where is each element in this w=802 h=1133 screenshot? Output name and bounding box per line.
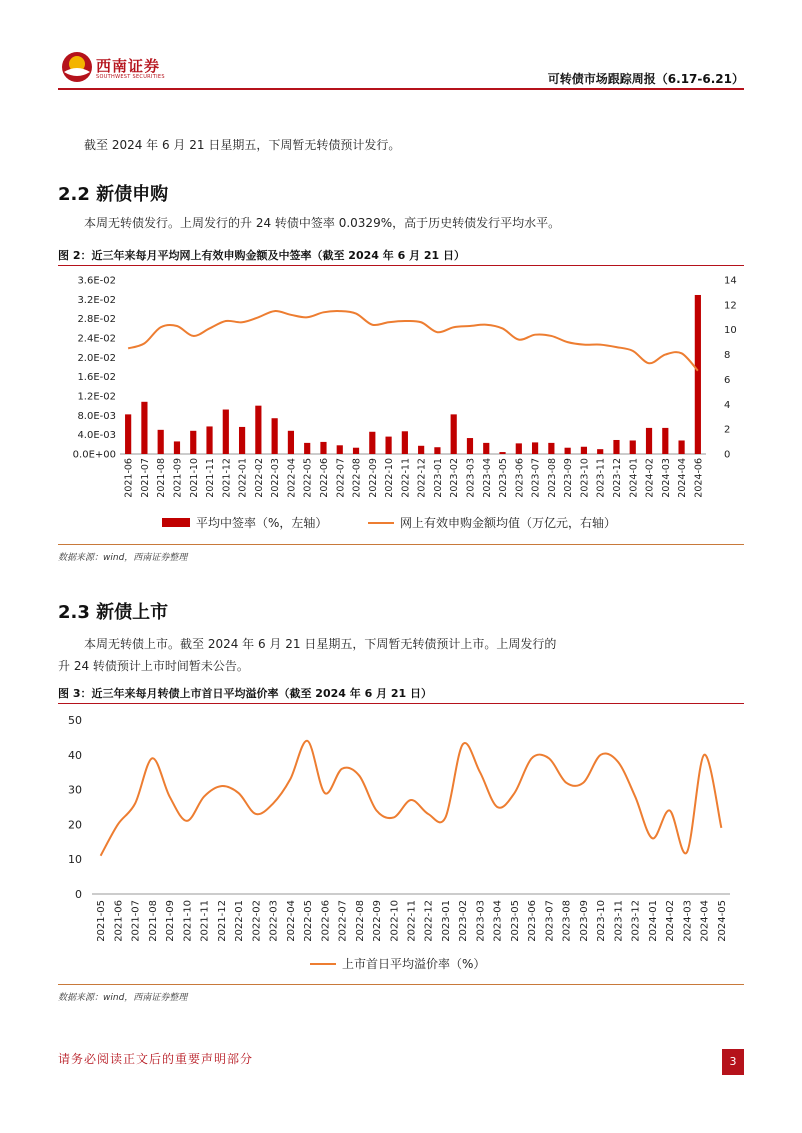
x-axis-tick-label: 2023-11 bbox=[595, 458, 607, 498]
y-axis-tick-label: 10 bbox=[68, 853, 82, 867]
section-23-paragraph bbox=[58, 633, 556, 677]
bar-win-rate bbox=[288, 431, 294, 454]
bar-win-rate bbox=[516, 443, 522, 454]
x-axis-tick-label: 2023-09 bbox=[563, 458, 575, 498]
x-axis-tick-label: 2022-02 bbox=[253, 458, 265, 498]
x-axis-tick-label: 2021-11 bbox=[199, 900, 211, 942]
x-axis-tick-label: 2022-08 bbox=[351, 458, 363, 498]
x-axis-tick-label: 2024-06 bbox=[693, 458, 705, 498]
section-22-paragraph bbox=[58, 212, 560, 234]
x-axis-tick-label: 2024-03 bbox=[682, 900, 694, 942]
bar-win-rate bbox=[499, 452, 505, 454]
bar-win-rate bbox=[678, 440, 684, 454]
bar-win-rate bbox=[434, 447, 440, 454]
bar-win-rate bbox=[532, 442, 538, 454]
bar-win-rate bbox=[646, 428, 652, 454]
left-axis-tick-label: 2.4E-02 bbox=[77, 333, 116, 345]
x-axis-tick-label: 2022-04 bbox=[285, 900, 297, 942]
x-axis-tick-label: 2021-06 bbox=[113, 900, 125, 942]
left-axis-tick-label: 1.2E-02 bbox=[77, 391, 116, 403]
x-axis-tick-label: 2021-09 bbox=[172, 458, 184, 498]
logo-name: 西南证券 bbox=[96, 57, 161, 75]
x-axis-tick-label: 2023-01 bbox=[440, 900, 452, 942]
figure-2-title: 图 2：近三年来每月平均网上有效申购金额及中签率（截至 2024 年 6 月 21 日） bbox=[58, 249, 466, 262]
x-axis-tick-label: 2023-06 bbox=[527, 900, 539, 942]
x-axis-tick-label: 2023-04 bbox=[481, 458, 493, 498]
bar-win-rate bbox=[597, 449, 603, 454]
x-axis-tick-label: 2023-08 bbox=[546, 457, 558, 498]
x-axis-tick-label: 2022-10 bbox=[389, 900, 401, 942]
y-axis-tick-label: 40 bbox=[68, 748, 82, 762]
x-axis-tick-label: 2023-11 bbox=[613, 900, 625, 942]
bar-win-rate bbox=[223, 410, 229, 454]
legend-line-label: 网上有效申购金额均值（万亿元，右轴） bbox=[400, 516, 617, 530]
left-axis-tick-label: 8.0E-03 bbox=[77, 410, 116, 422]
x-axis-tick-label: 2024-02 bbox=[644, 458, 656, 498]
header-divider bbox=[58, 88, 744, 90]
x-axis-tick-label: 2022-11 bbox=[406, 900, 418, 942]
x-axis-tick-label: 2021-08 bbox=[156, 458, 168, 498]
x-axis-tick-label: 2022-12 bbox=[416, 458, 428, 498]
right-axis-tick-label: 0 bbox=[724, 449, 731, 461]
bar-win-rate bbox=[483, 443, 489, 454]
bar-win-rate bbox=[451, 414, 457, 454]
bar-win-rate bbox=[467, 438, 473, 454]
figure-3-chart bbox=[58, 706, 744, 982]
bar-win-rate bbox=[630, 440, 636, 454]
x-axis-tick-label: 2023-09 bbox=[578, 900, 590, 942]
left-axis-tick-label: 3.6E-02 bbox=[77, 275, 116, 287]
x-axis-tick-label: 2024-01 bbox=[628, 458, 640, 498]
x-axis-tick-label: 2021-11 bbox=[205, 458, 217, 498]
intro-paragraph bbox=[58, 134, 400, 156]
section-heading-new-bond-subscription: 2.2 新债申购 bbox=[58, 184, 169, 205]
right-axis-tick-label: 2 bbox=[724, 424, 731, 436]
report-title: 可转债市场跟踪周报（6.17-6.21） bbox=[547, 72, 744, 86]
section-23-text-line1: 本周无转债上市。截至 2024 年 6 月 21 日星期五，下周暂无转债预计上市。上周发行的 bbox=[84, 637, 557, 651]
bar-win-rate bbox=[320, 442, 326, 454]
left-axis-tick-label: 2.0E-02 bbox=[77, 352, 116, 364]
bar-win-rate bbox=[695, 295, 701, 454]
x-axis-tick-label: 2022-02 bbox=[251, 900, 263, 942]
bar-win-rate bbox=[239, 427, 245, 454]
figure-2-chart bbox=[58, 268, 744, 540]
left-axis-tick-label: 2.8E-02 bbox=[77, 314, 116, 326]
bar-win-rate bbox=[304, 443, 310, 454]
right-axis-tick-label: 10 bbox=[724, 325, 737, 337]
x-axis-tick-label: 2021-08 bbox=[147, 900, 159, 942]
x-axis-tick-label: 2023-01 bbox=[432, 458, 444, 498]
x-axis-tick-label: 2021-05 bbox=[96, 900, 108, 942]
x-axis-tick-label: 2023-02 bbox=[458, 900, 470, 942]
x-axis-tick-label: 2023-10 bbox=[579, 458, 591, 498]
y-axis-tick-label: 20 bbox=[68, 818, 82, 832]
x-axis-tick-label: 2022-09 bbox=[367, 458, 379, 498]
left-axis-tick-label: 4.0E-03 bbox=[77, 430, 116, 442]
x-axis-tick-label: 2024-04 bbox=[699, 900, 711, 942]
left-axis-tick-label: 0.0E+00 bbox=[72, 449, 116, 461]
x-axis-tick-label: 2023-07 bbox=[544, 900, 556, 942]
x-axis-tick-label: 2021-12 bbox=[216, 900, 228, 942]
x-axis-tick-label: 2023-12 bbox=[630, 900, 642, 942]
section-heading-new-bond-listing: 2.3 新债上市 bbox=[58, 602, 169, 623]
line-listing-premium bbox=[101, 741, 722, 856]
bar-win-rate bbox=[255, 406, 261, 454]
x-axis-tick-label: 2023-03 bbox=[465, 458, 477, 498]
right-axis-tick-label: 14 bbox=[724, 275, 737, 287]
figure-2-source: 数据来源：wind，西南证券整理 bbox=[58, 553, 188, 563]
x-axis-tick-label: 2022-03 bbox=[268, 900, 280, 942]
x-axis-tick-label: 2021-07 bbox=[139, 458, 151, 498]
x-axis-tick-label: 2024-01 bbox=[647, 900, 659, 942]
legend-bar-label: 平均中签率（%，左轴） bbox=[196, 516, 328, 530]
bar-win-rate bbox=[369, 432, 375, 454]
figure-3-bottom-rule bbox=[58, 984, 744, 985]
bar-win-rate bbox=[662, 428, 668, 454]
x-axis-tick-label: 2022-05 bbox=[302, 458, 314, 498]
figure-3-source: 数据来源：wind，西南证券整理 bbox=[58, 993, 188, 1003]
x-axis-tick-label: 2022-06 bbox=[318, 458, 330, 498]
right-axis-tick-label: 4 bbox=[724, 399, 731, 411]
x-axis-tick-label: 2024-02 bbox=[665, 900, 677, 942]
bar-win-rate bbox=[418, 446, 424, 454]
bar-win-rate bbox=[125, 414, 131, 454]
x-axis-tick-label: 2023-05 bbox=[509, 900, 521, 942]
left-axis-tick-label: 1.6E-02 bbox=[77, 372, 116, 384]
section-23-text-line2: 升 24 转债预计上市时间暂未公告。 bbox=[58, 659, 249, 673]
x-axis-tick-label: 2022-09 bbox=[372, 900, 384, 942]
bar-win-rate bbox=[158, 430, 164, 454]
x-axis-tick-label: 2023-12 bbox=[611, 458, 623, 498]
y-axis-tick-label: 30 bbox=[68, 783, 82, 797]
bar-win-rate bbox=[141, 402, 147, 454]
x-axis-tick-label: 2022-05 bbox=[303, 900, 315, 942]
legend-bar-swatch bbox=[162, 518, 190, 527]
x-axis-tick-label: 2021-09 bbox=[165, 900, 177, 942]
line-subscription-amount bbox=[128, 311, 698, 371]
x-axis-tick-label: 2022-10 bbox=[384, 458, 396, 498]
x-axis-tick-label: 2022-04 bbox=[286, 458, 298, 498]
intro-text: 截至 2024 年 6 月 21 日星期五，下周暂无转债预计发行。 bbox=[84, 138, 401, 152]
bar-win-rate bbox=[337, 445, 343, 454]
footer-disclaimer: 请务必阅读正文后的重要声明部分 bbox=[58, 1052, 254, 1066]
x-axis-tick-label: 2023-10 bbox=[596, 900, 608, 942]
x-axis-tick-label: 2021-10 bbox=[188, 458, 200, 498]
logo-subtext: SOUTHWEST SECURITIES bbox=[96, 74, 165, 80]
y-axis-tick-label: 50 bbox=[68, 714, 82, 727]
bar-win-rate bbox=[174, 441, 180, 454]
bar-win-rate bbox=[548, 443, 554, 454]
legend-line-label: 上市首日平均溢价率（%） bbox=[342, 957, 486, 971]
bar-win-rate bbox=[385, 437, 391, 454]
figure-3-title: 图 3：近三年来每月转债上市首日平均溢价率（截至 2024 年 6 月 21 日） bbox=[58, 687, 433, 700]
x-axis-tick-label: 2023-06 bbox=[514, 458, 526, 498]
bar-win-rate bbox=[190, 431, 196, 454]
logo-emblem-icon bbox=[60, 50, 94, 84]
x-axis-tick-label: 2023-07 bbox=[530, 458, 542, 498]
x-axis-tick-label: 2022-07 bbox=[335, 458, 347, 498]
x-axis-tick-label: 2023-04 bbox=[492, 900, 504, 942]
figure-2-bottom-rule bbox=[58, 544, 744, 545]
x-axis-tick-label: 2022-11 bbox=[400, 458, 412, 498]
x-axis-tick-label: 2024-05 bbox=[716, 900, 728, 942]
y-axis-tick-label: 0 bbox=[75, 888, 82, 901]
x-axis-tick-label: 2021-12 bbox=[221, 458, 233, 498]
x-axis-tick-label: 2023-02 bbox=[449, 458, 461, 498]
figure-2-top-rule bbox=[58, 265, 744, 266]
x-axis-tick-label: 2022-03 bbox=[270, 458, 282, 498]
left-axis-tick-label: 3.2E-02 bbox=[77, 294, 116, 306]
x-axis-tick-label: 2023-08 bbox=[561, 900, 573, 942]
right-axis-tick-label: 6 bbox=[724, 374, 731, 386]
x-axis-tick-label: 2024-04 bbox=[677, 458, 689, 498]
x-axis-tick-label: 2022-06 bbox=[320, 900, 332, 942]
bar-win-rate bbox=[581, 447, 587, 454]
x-axis-tick-label: 2022-08 bbox=[354, 900, 366, 942]
x-axis-tick-label: 2022-12 bbox=[423, 900, 435, 942]
page-number: 3 bbox=[722, 1049, 744, 1075]
bar-win-rate bbox=[402, 431, 408, 454]
bar-win-rate bbox=[565, 448, 571, 454]
bar-win-rate bbox=[353, 448, 359, 454]
bar-win-rate bbox=[272, 418, 278, 454]
bar-win-rate bbox=[206, 426, 212, 454]
figure-3-top-rule bbox=[58, 703, 744, 704]
section-22-text: 本周无转债发行。上周发行的升 24 转债中签率 0.0329%，高于历史转债发行平均水平。 bbox=[84, 216, 561, 230]
x-axis-tick-label: 2021-10 bbox=[182, 900, 194, 942]
bar-win-rate bbox=[613, 440, 619, 454]
x-axis-tick-label: 2022-01 bbox=[234, 900, 246, 942]
x-axis-tick-label: 2022-01 bbox=[237, 458, 249, 498]
x-axis-tick-label: 2021-06 bbox=[123, 458, 135, 498]
x-axis-tick-label: 2024-03 bbox=[660, 458, 672, 498]
right-axis-tick-label: 8 bbox=[724, 350, 731, 362]
x-axis-tick-label: 2023-03 bbox=[475, 900, 487, 942]
right-axis-tick-label: 12 bbox=[724, 300, 737, 312]
x-axis-tick-label: 2021-07 bbox=[130, 900, 142, 942]
x-axis-tick-label: 2023-05 bbox=[498, 458, 510, 498]
x-axis-tick-label: 2022-07 bbox=[337, 900, 349, 942]
